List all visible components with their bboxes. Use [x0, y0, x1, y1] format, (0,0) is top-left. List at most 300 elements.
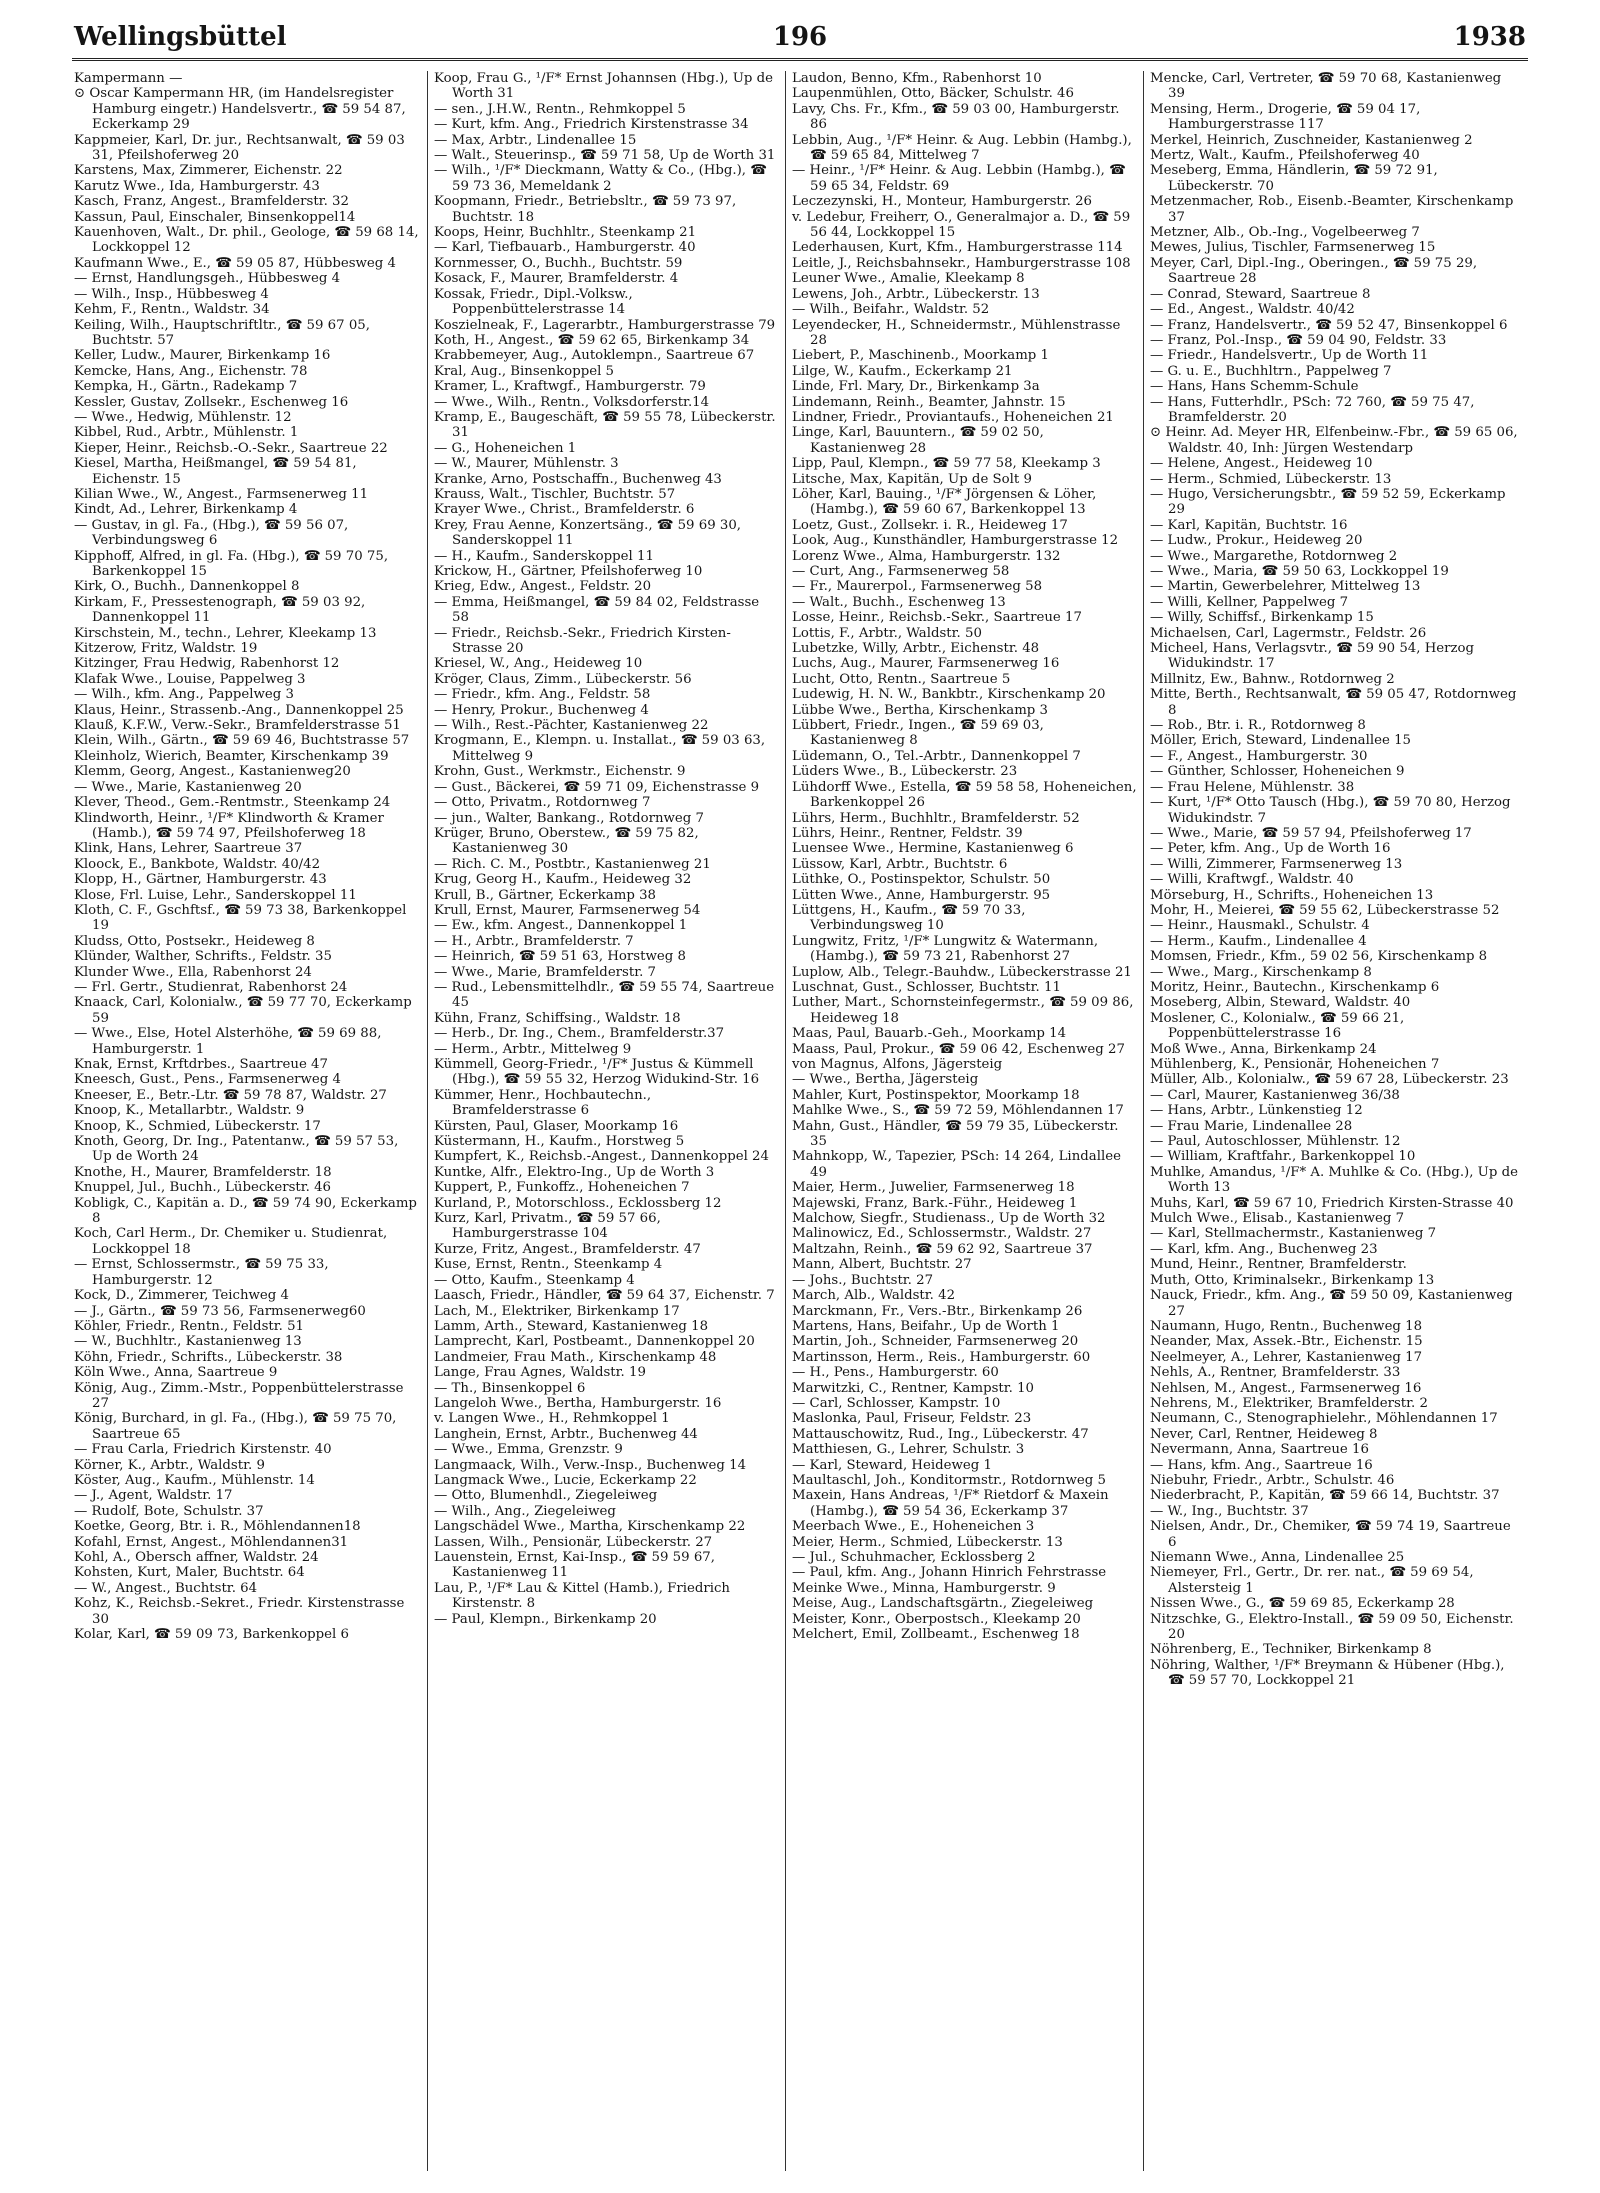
directory-entry: — Wilh., ¹/F* Dieckmann, Watty & Co., (Hbg.), ☎ 59 73 36, Memeldank 2 — [434, 163, 767, 194]
directory-entry: — Heinrich, ☎ 59 51 63, Horstweg 8 — [434, 949, 686, 965]
directory-entry: Karutz Wwe., Ida, Hamburgerstr. 43 — [74, 178, 320, 194]
directory-entry: Lubetzke, Willy, Arbtr., Eichenstr. 48 — [792, 641, 1040, 657]
directory-entry: Mann, Albert, Buchtstr. 27 — [792, 1257, 972, 1273]
directory-entry: — Hugo, Versicherungsbtr., ☎ 59 52 59, Eckerkamp 29 — [1150, 486, 1506, 518]
directory-entry: — Jul., Schuhmacher, Ecklossberg 2 — [792, 1550, 1036, 1565]
directory-entry: Kaufmann Wwe., E., ☎ 59 05 87, Hübbesweg 4 — [74, 255, 397, 271]
directory-entry: Lottis, F., Arbtr., Waldstr. 50 — [792, 625, 982, 641]
directory-entry: — Wwe., Emma, Grenzstr. 9 — [434, 1442, 623, 1458]
directory-entry: Kriesel, W., Ang., Heideweg 10 — [434, 656, 643, 672]
directory-entry: — Hans, Hans Schemm-Schule — [1150, 379, 1359, 395]
directory-entry: — Ludw., Prokur., Heideweg 20 — [1150, 533, 1363, 549]
directory-entry: Lüssow, Karl, Arbtr., Buchtstr. 6 — [792, 856, 1008, 872]
directory-entry: — jun., Walter, Bankang., Rotdornweg 7 — [434, 810, 704, 826]
directory-entry: Klafak Wwe., Louise, Pappelweg 3 — [74, 671, 306, 687]
directory-entry: Koopmann, Friedr., Betriebsltr., ☎ 59 73 97, Buchtstr. 18 — [434, 194, 737, 225]
directory-entry: Krickow, H., Gärtner, Pfeilshoferweg 10 — [434, 564, 703, 579]
directory-entry: — Günther, Schlosser, Hoheneichen 9 — [1150, 764, 1405, 780]
directory-entry: Meseberg, Emma, Händlerin, ☎ 59 72 91, Lübeckerstr. 70 — [1150, 163, 1438, 194]
directory-entry: Lamprecht, Karl, Postbeamt., Dannenkoppel 20 — [434, 1334, 755, 1350]
directory-entry: Kauenhoven, Walt., Dr. phil., Geologe, ☎ 59 68 14, Lockkoppel 12 — [74, 225, 419, 256]
directory-entry: Michaelsen, Carl, Lagermstr., Feldstr. 26 — [1150, 625, 1427, 641]
directory-entry: Kirschstein, M., techn., Lehrer, Kleekamp 13 — [74, 625, 377, 641]
directory-entry: Loetz, Gust., Zollsekr. i. R., Heideweg 17 — [792, 517, 1068, 533]
directory-entry: Neander, Max, Assek.-Btr., Eichenstr. 15 — [1150, 1334, 1423, 1350]
directory-entry: — Wwe., Marie, Bramfelderstr. 7 — [434, 964, 657, 980]
directory-entry: ⊙ Oscar Kampermann HR, (im Handelsregister Hamburg eingetr.) Handelsvertr., ☎ 59 54 87, Eckerkamp 29 — [74, 86, 406, 133]
directory-entry: Maslonka, Paul, Friseur, Feldstr. 23 — [792, 1411, 1032, 1427]
directory-entry: — Wilh., Ang., Ziegeleiweg — [434, 1503, 616, 1519]
directory-entry: Kirkam, F., Pressestenograph, ☎ 59 03 92, Dannenkoppel 11 — [74, 594, 366, 626]
directory-entry: Kibbel, Rud., Arbtr., Mühlenstr. 1 — [74, 425, 299, 441]
directory-entry: Köln Wwe., Anna, Saartreue 9 — [74, 1365, 278, 1381]
directory-entry: Maxein, Hans Andreas, ¹/F* Rietdorf & Maxein (Hambg.), ☎ 59 54 36, Eckerkamp 37 — [792, 1488, 1109, 1519]
directory-entry: Langeloh Wwe., Bertha, Hamburgerstr. 16 — [434, 1395, 722, 1411]
directory-entry: — Herm., Arbtr., Mittelweg 9 — [434, 1041, 632, 1057]
directory-entry: Lewens, Joh., Arbtr., Lübeckerstr. 13 — [792, 286, 1040, 302]
directory-entry: Landmeier, Frau Math., Kirschenkamp 48 — [434, 1349, 717, 1365]
directory-entry: — Fr., Maurerpol., Farmsenerweg 58 — [792, 579, 1043, 595]
directory-entry: — Wwe., Hedwig, Mühlenstr. 12 — [74, 409, 292, 425]
directory-entry: Krull, B., Gärtner, Eckerkamp 38 — [434, 887, 656, 903]
directory-entry: March, Alb., Waldstr. 42 — [792, 1288, 956, 1304]
directory-entry: Merkel, Heinrich, Zuschneider, Kastanienweg 2 — [1150, 132, 1473, 148]
directory-entry: Lüdemann, O., Tel.-Arbtr., Dannenkoppel 7 — [792, 748, 1081, 764]
directory-entry: Klever, Theod., Gem.-Rentmstr., Steenkamp 24 — [74, 795, 391, 811]
directory-entry: Nöhrenberg, E., Techniker, Birkenkamp 8 — [1150, 1642, 1432, 1658]
directory-entry: Lüttgens, H., Kaufm., ☎ 59 70 33, Verbindungsweg 10 — [792, 902, 1026, 934]
directory-entry: Kleinholz, Wierich, Beamter, Kirschenkamp 39 — [74, 748, 389, 764]
directory-entry: Müller, Alb., Kolonialw., ☎ 59 67 28, Lübeckerstr. 23 — [1150, 1072, 1509, 1088]
directory-entry: Maultaschl, Joh., Konditormstr., Rotdornweg 5 — [792, 1472, 1106, 1488]
directory-entry: — W., Maurer, Mühlenstr. 3 — [434, 456, 619, 472]
directory-entry: — Otto, Blumenhdl., Ziegeleiweg — [434, 1488, 658, 1504]
directory-entry: v. Langen Wwe., H., Rehmkoppel 1 — [434, 1411, 670, 1427]
directory-entry: Krug, Georg H., Kaufm., Heideweg 32 — [434, 872, 692, 888]
directory-entry: Kilian Wwe., W., Angest., Farmsenerweg 11 — [74, 486, 369, 502]
directory-entry: Koch, Carl Herm., Dr. Chemiker u. Studienrat, Lockkoppel 18 — [74, 1226, 388, 1257]
directory-entry: — Heinr., Hausmakl., Schulstr. 4 — [1150, 918, 1370, 934]
directory-entry: Look, Aug., Kunsthändler, Hamburgerstrasse 12 — [792, 533, 1119, 549]
directory-entry: Klindworth, Heinr., ¹/F* Klindworth & Kramer (Hamb.), ☎ 59 74 97, Pfeilshoferweg 18 — [74, 810, 384, 841]
directory-entry: Keiling, Wilh., Hauptschriftltr., ☎ 59 67 05, Buchtstr. 57 — [74, 317, 370, 348]
directory-entry: — J., Agent, Waldstr. 17 — [74, 1488, 233, 1504]
directory-entry: — Wwe., Else, Hotel Alsterhöhe, ☎ 59 69 88, Hamburgerstr. 1 — [74, 1026, 382, 1057]
directory-entry: Lamm, Arth., Steward, Kastanienweg 18 — [434, 1318, 709, 1334]
directory-entry: Naumann, Hugo, Rentn., Buchenweg 18 — [1150, 1318, 1423, 1334]
directory-entry: Köhn, Friedr., Schrifts., Lübeckerstr. 38 — [74, 1349, 343, 1365]
directory-entry: Moseberg, Albin, Steward, Waldstr. 40 — [1150, 995, 1411, 1011]
place-name: Wellingsbüttel — [74, 22, 287, 52]
directory-entry: Köhler, Friedr., Rentn., Feldstr. 51 — [74, 1318, 305, 1334]
directory-entry: — Wilh., kfm. Ang., Pappelweg 3 — [74, 687, 294, 703]
directory-entry: Klopp, H., Gärtner, Hamburgerstr. 43 — [74, 872, 327, 888]
directory-entry: Lange, Frau Agnes, Waldstr. 19 — [434, 1365, 646, 1381]
directory-entry: Kümmell, Georg-Friedr., ¹/F* Justus & Kümmell (Hbg.), ☎ 59 55 32, Herzog Widukind-Str. 16 — [434, 1057, 760, 1088]
directory-entry: Kranke, Arno, Postschaffn., Buchenweg 43 — [434, 471, 722, 487]
directory-entry: — Hans, Futterhdlr., PSch: 72 760, ☎ 59 75 47, Bramfelderstr. 20 — [1150, 394, 1475, 425]
directory-entry: Meinke Wwe., Minna, Hamburgerstr. 9 — [792, 1580, 1056, 1596]
directory-entry: Lorenz Wwe., Alma, Hamburgerstr. 132 — [792, 548, 1061, 564]
directory-entry: Mohr, H., Meierei, ☎ 59 55 62, Lübeckerstrasse 52 — [1150, 902, 1500, 918]
directory-entry: Muhlke, Amandus, ¹/F* A. Muhlke & Co. (Hbg.), Up de Worth 13 — [1150, 1164, 1519, 1196]
directory-entry: Martinsson, Herm., Reis., Hamburgerstr. 60 — [792, 1349, 1091, 1365]
directory-entry: Luchs, Aug., Maurer, Farmsenerweg 16 — [792, 656, 1060, 672]
directory-entry: Luschnat, Gust., Schlosser, Buchtstr. 11 — [792, 979, 1061, 995]
directory-entry: — Friedr., Reichsb.-Sekr., Friedrich Kirsten-Strasse 20 — [434, 625, 731, 657]
directory-entry: Karstens, Max, Zimmerer, Eichenstr. 22 — [74, 163, 343, 179]
directory-columns — [72, 71, 1528, 2171]
directory-entry: Lach, M., Elektriker, Birkenkamp 17 — [434, 1303, 680, 1319]
directory-entry: Moslener, C., Kolonialw., ☎ 59 66 21, Poppenbüttelerstrasse 16 — [1150, 1010, 1405, 1042]
directory-entry: Kobligk, C., Kapitän a. D., ☎ 59 74 90, Eckerkamp 8 — [74, 1195, 417, 1227]
directory-entry: Maas, Paul, Bauarb.-Geh., Moorkamp 14 — [792, 1026, 1067, 1042]
directory-entry: Meyer, Carl, Dipl.-Ing., Oberingen., ☎ 59 75 29, Saartreue 28 — [1150, 255, 1478, 287]
directory-entry: — Ernst, Handlungsgeh., Hübbesweg 4 — [74, 271, 341, 287]
directory-entry: Niederbracht, P., Kapitän, ☎ 59 66 14, Buchtstr. 37 — [1150, 1488, 1500, 1504]
directory-entry: — Wwe., Bertha, Jägersteig — [792, 1072, 979, 1088]
directory-entry: Mewes, Julius, Tischler, Farmsenerweg 15 — [1150, 240, 1436, 256]
directory-entry: — Johs., Buchtstr. 27 — [792, 1272, 934, 1288]
directory-entry: Kofahl, Ernst, Angest., Möhlendannen31 — [74, 1534, 349, 1550]
directory-entry: — Friedr., kfm. Ang., Feldstr. 58 — [434, 687, 651, 703]
directory-entry: Lüthke, O., Postinspektor, Schulstr. 50 — [792, 872, 1051, 888]
directory-entry: — Karl, Tiefbauarb., Hamburgerstr. 40 — [434, 240, 696, 256]
directory-entry: Laudon, Benno, Kfm., Rabenhorst 10 — [792, 71, 1042, 86]
directory-entry: Nauck, Friedr., kfm. Ang., ☎ 59 50 09, Kastanienweg 27 — [1150, 1288, 1513, 1319]
directory-entry: Kassun, Paul, Einschaler, Binsenkoppel14 — [74, 209, 356, 225]
directory-entry: Marwitzki, C., Rentner, Kampstr. 10 — [792, 1380, 1035, 1396]
directory-entry: König, Aug., Zimm.-Mstr., Poppenbüttelerstrasse 27 — [74, 1380, 404, 1411]
directory-entry: Malchow, Siegfr., Studienass., Up de Worth 32 — [792, 1211, 1106, 1227]
directory-entry: — Heinr., ¹/F* Heinr. & Aug. Lebbin (Hambg.), ☎ 59 65 34, Feldstr. 69 — [792, 163, 1126, 194]
directory-entry: Laasch, Friedr., Händler, ☎ 59 64 37, Eichenstr. 7 — [434, 1288, 775, 1304]
directory-entry: — Herm., Kaufm., Lindenallee 4 — [1150, 933, 1367, 949]
directory-entry: Kral, Aug., Binsenkoppel 5 — [434, 363, 615, 379]
directory-entry: Körner, K., Arbtr., Waldstr. 9 — [74, 1457, 265, 1473]
directory-entry: Knoop, K., Metallarbtr., Waldstr. 9 — [74, 1103, 305, 1119]
directory-entry: — Emma, Heißmangel, ☎ 59 84 02, Feldstrasse 58 — [434, 594, 760, 626]
directory-entry: Nevermann, Anna, Saartreue 16 — [1150, 1442, 1369, 1458]
directory-entry: Lebbin, Aug., ¹/F* Heinr. & Aug. Lebbin (Hambg.), ☎ 59 65 84, Mittelweg 7 — [792, 132, 1132, 164]
directory-entry: Klunder Wwe., Ella, Rabenhorst 24 — [74, 964, 312, 980]
directory-entry: Ludewig, H. N. W., Bankbtr., Kirschenkamp 20 — [792, 687, 1106, 703]
column-4 — [1143, 71, 1528, 2171]
directory-entry: Never, Carl, Rentner, Heideweg 8 — [1150, 1426, 1378, 1442]
directory-entry: Meier, Herm., Schmied, Lübeckerstr. 13 — [792, 1534, 1063, 1550]
directory-entry: Langschädel Wwe., Martha, Kirschenkamp 22 — [434, 1519, 746, 1535]
directory-entry: Leuner Wwe., Amalie, Kleekamp 8 — [792, 271, 1025, 287]
directory-entry: — Wilh., Beifahr., Waldstr. 52 — [792, 302, 990, 318]
directory-entry: Linde, Frl. Mary, Dr., Birkenkamp 3a — [792, 379, 1040, 395]
page-number: 196 — [772, 22, 828, 52]
directory-entry: Mensing, Herm., Drogerie, ☎ 59 04 17, Hamburgerstrasse 117 — [1150, 101, 1421, 133]
directory-entry: Lipp, Paul, Klempn., ☎ 59 77 58, Kleekamp 3 — [792, 456, 1101, 472]
directory-entry: Nehrens, M., Elektriker, Bramfelderstr. 2 — [1150, 1395, 1428, 1411]
year: 1938 — [1453, 22, 1526, 52]
directory-entry: Krayer Wwe., Christ., Bramfelderstr. 6 — [434, 502, 695, 518]
directory-entry: Lührs, Heinr., Rentner, Feldstr. 39 — [792, 825, 1023, 841]
directory-entry: — Hans, kfm. Ang., Saartreue 16 — [1150, 1457, 1373, 1473]
directory-entry: Knak, Ernst, Krftdrbes., Saartreue 47 — [74, 1057, 328, 1072]
directory-entry: Kuse, Ernst, Rentn., Steenkamp 4 — [434, 1257, 663, 1273]
directory-entry: Mahler, Kurt, Postinspektor, Moorkamp 18 — [792, 1087, 1080, 1103]
directory-entry: Lavy, Chs. Fr., Kfm., ☎ 59 03 00, Hamburgerstr. 86 — [792, 101, 1120, 133]
directory-entry: Meerbach Wwe., E., Hoheneichen 3 — [792, 1519, 1035, 1535]
directory-entry: — Wwe., Marg., Kirschenkamp 8 — [1150, 964, 1372, 980]
directory-entry: Kock, D., Zimmerer, Teichweg 4 — [74, 1288, 289, 1304]
directory-entry: Martin, Joh., Schneider, Farmsenerweg 20 — [792, 1334, 1079, 1350]
directory-entry: Lungwitz, Fritz, ¹/F* Lungwitz & Watermann, (Hambg.), ☎ 59 73 21, Rabenhorst 27 — [792, 933, 1099, 965]
directory-entry: Krieg, Edw., Angest., Feldstr. 20 — [434, 579, 652, 595]
directory-entry: Mencke, Carl, Vertreter, ☎ 59 70 68, Kastanienweg 39 — [1150, 71, 1502, 102]
directory-entry: Mattauschowitz, Rud., Ing., Lübeckerstr. 47 — [792, 1426, 1089, 1442]
directory-entry: — Conrad, Steward, Saartreue 8 — [1150, 286, 1371, 302]
directory-entry: König, Burchard, in gl. Fa., (Hbg.), ☎ 59 75 70, Saartreue 65 — [74, 1411, 397, 1442]
directory-entry: Krüger, Bruno, Oberstew., ☎ 59 75 82, Kastanienweg 30 — [434, 825, 699, 857]
directory-entry: Momsen, Friedr., Kfm., 59 02 56, Kirschenkamp 8 — [1150, 949, 1488, 965]
directory-entry: Muth, Otto, Kriminalsekr., Birkenkamp 13 — [1150, 1272, 1435, 1288]
directory-entry: Krull, Ernst, Maurer, Farmsenerweg 54 — [434, 902, 701, 918]
directory-entry: Kitzinger, Frau Hedwig, Rabenhorst 12 — [74, 656, 340, 672]
directory-entry: Metzenmacher, Rob., Eisenb.-Beamter, Kirschenkamp 37 — [1150, 194, 1514, 225]
directory-entry: — Wwe., Margarethe, Rotdornweg 2 — [1150, 548, 1398, 564]
directory-entry: — Herb., Dr. Ing., Chem., Bramfelderstr.37 — [434, 1026, 725, 1042]
directory-entry: Knuppel, Jul., Buchh., Lübeckerstr. 46 — [74, 1180, 332, 1196]
directory-entry: Nielsen, Andr., Dr., Chemiker, ☎ 59 74 19, Saartreue 6 — [1150, 1519, 1511, 1550]
directory-entry: — William, Kraftfahr., Barkenkoppel 10 — [1150, 1149, 1416, 1165]
directory-entry: Klein, Wilh., Gärtn., ☎ 59 69 46, Buchtstrasse 57 — [74, 733, 410, 749]
directory-entry: — Frau Marie, Lindenallee 28 — [1150, 1118, 1353, 1134]
directory-entry: — Karl, kfm. Ang., Buchenweg 23 — [1150, 1241, 1378, 1257]
directory-entry: Koszielneak, F., Lagerarbtr., Hamburgerstrasse 79 — [434, 317, 776, 333]
directory-entry: — Karl, Steward, Heideweg 1 — [792, 1457, 992, 1473]
column-3 — [785, 71, 1143, 2171]
directory-entry: — sen., J.H.W., Rentn., Rehmkoppel 5 — [434, 101, 686, 117]
directory-entry: — H., Kaufm., Sanderskoppel 11 — [434, 548, 654, 564]
directory-entry: v. Ledebur, Freiherr, O., Generalmajor a. D., ☎ 59 56 44, Lockkoppel 15 — [792, 209, 1131, 241]
directory-entry: Niemeyer, Frl., Gertr., Dr. rer. nat., ☎ 59 69 54, Alstersteig 1 — [1150, 1565, 1474, 1596]
directory-entry: Langmaack, Wilh., Verw.-Insp., Buchenweg 14 — [434, 1457, 747, 1473]
directory-entry: Klauß, K.F.W., Verw.-Sekr., Bramfelderstrasse 51 — [74, 718, 401, 734]
directory-entry: — Henry, Prokur., Buchenweg 4 — [434, 702, 649, 718]
directory-entry: Klose, Frl. Luise, Lehr., Sanderskoppel 11 — [74, 887, 357, 903]
directory-entry: — Paul, kfm. Ang., Johann Hinrich Fehrstrasse — [792, 1565, 1107, 1581]
directory-entry: Lucht, Otto, Rentn., Saartreue 5 — [792, 671, 1011, 687]
directory-entry: Maass, Paul, Prokur., ☎ 59 06 42, Eschenweg 27 — [792, 1041, 1125, 1057]
directory-entry: Kühn, Franz, Schiffsing., Waldstr. 18 — [434, 1010, 681, 1026]
directory-entry: Marckmann, Fr., Vers.-Btr., Birkenkamp 26 — [792, 1303, 1083, 1319]
directory-entry: Kieper, Heinr., Reichsb.-O.-Sekr., Saartreue 22 — [74, 440, 388, 456]
directory-entry: Matthiesen, G., Lehrer, Schulstr. 3 — [792, 1442, 1025, 1458]
directory-entry: Lau, P., ¹/F* Lau & Kittel (Hamb.), Friedrich Kirstenstr. 8 — [434, 1580, 730, 1612]
directory-entry: — Rudolf, Bote, Schulstr. 37 — [74, 1503, 264, 1519]
directory-entry: Knoth, Georg, Dr. Ing., Patentanw., ☎ 59 57 53, Up de Worth 24 — [74, 1134, 399, 1165]
directory-entry: Lauenstein, Ernst, Kai-Insp., ☎ 59 59 67, Kastanienweg 11 — [434, 1550, 715, 1581]
directory-entry: Kampermann — — [74, 71, 183, 86]
directory-entry: Keller, Ludw., Maurer, Birkenkamp 16 — [74, 348, 331, 364]
directory-entry: — Curt, Ang., Farmsenerweg 58 — [792, 564, 1010, 579]
directory-entry: Lühdorff Wwe., Estella, ☎ 59 58 58, Hoheneichen, Barkenkoppel 26 — [792, 779, 1137, 811]
directory-entry: Kessler, Gustav, Zollsekr., Eschenweg 16 — [74, 394, 349, 410]
directory-entry: Knoop, K., Schmied, Lübeckerstr. 17 — [74, 1118, 321, 1134]
directory-entry: — W., Buchhltr., Kastanienweg 13 — [74, 1334, 302, 1350]
directory-entry: — Paul, Autoschlosser, Mühlenstr. 12 — [1150, 1134, 1401, 1150]
directory-entry: Leczezynski, H., Monteur, Hamburgerstr. 26 — [792, 194, 1093, 210]
directory-entry: Kurland, P., Motorschloss., Ecklossberg 12 — [434, 1195, 722, 1211]
directory-entry: Langhein, Ernst, Arbtr., Buchenweg 44 — [434, 1426, 698, 1442]
page-header — [72, 18, 1528, 61]
directory-entry: Mertz, Walt., Kaufm., Pfeilshoferweg 40 — [1150, 148, 1420, 164]
directory-entry: — Walt., Steuerinsp., ☎ 59 71 58, Up de Worth 31 — [434, 148, 776, 164]
directory-entry: Kümmer, Henr., Hochbautechn., Bramfelderstrasse 6 — [434, 1087, 652, 1119]
directory-entry: — G., Hoheneichen 1 — [434, 440, 577, 456]
directory-entry: — Kurt, ¹/F* Otto Tausch (Hbg.), ☎ 59 70 80, Herzog Widukindstr. 7 — [1150, 795, 1511, 826]
directory-entry: von Magnus, Alfons, Jägersteig — [792, 1057, 1003, 1072]
directory-entry: Majewski, Franz, Bark.-Führ., Heideweg 1 — [792, 1195, 1078, 1211]
directory-entry: — W., Angest., Buchtstr. 64 — [74, 1580, 258, 1596]
directory-entry: Nehlsen, M., Angest., Farmsenerweg 16 — [1150, 1380, 1422, 1396]
directory-entry: Köster, Aug., Kaufm., Mühlenstr. 14 — [74, 1472, 315, 1488]
directory-entry: Kosack, F., Maurer, Bramfelderstr. 4 — [434, 271, 679, 287]
directory-entry: Koth, H., Angest., ☎ 59 62 65, Birkenkamp 34 — [434, 332, 750, 348]
directory-entry: Mühlenberg, K., Pensionär, Hoheneichen 7 — [1150, 1057, 1440, 1072]
directory-entry: — Herm., Schmied, Lübeckerstr. 13 — [1150, 471, 1392, 487]
directory-entry: Koops, Heinr, Buchhltr., Steenkamp 21 — [434, 225, 697, 241]
directory-entry: Mahnkopp, W., Tapezier, PSch: 14 264, Lindallee 49 — [792, 1149, 1121, 1180]
directory-entry: Nitzschke, G., Elektro-Install., ☎ 59 09 50, Eichenstr. 20 — [1150, 1611, 1514, 1643]
directory-entry: Lübbe Wwe., Bertha, Kirschenkamp 3 — [792, 702, 1048, 718]
directory-entry: — Wwe., Wilh., Rentn., Volksdorferstr.14 — [434, 394, 710, 410]
directory-entry: Luplow, Alb., Telegr.-Bauhdw., Lübeckerstrasse 21 — [792, 964, 1132, 980]
directory-entry: Kloth, C. F., Gschftsf., ☎ 59 73 38, Barkenkoppel 19 — [74, 902, 407, 934]
directory-entry: — Helene, Angest., Heideweg 10 — [1150, 456, 1373, 472]
directory-entry: Mulch Wwe., Elisab., Kastanienweg 7 — [1150, 1211, 1405, 1227]
directory-entry: Liebert, P., Maschinenb., Moorkamp 1 — [792, 348, 1050, 364]
directory-entry: Krohn, Gust., Werkmstr., Eichenstr. 9 — [434, 764, 686, 780]
directory-entry: Mörseburg, H., Schrifts., Hoheneichen 13 — [1150, 887, 1434, 903]
directory-entry: Leyendecker, H., Schneidermstr., Mühlenstrasse 28 — [792, 317, 1121, 348]
directory-entry: Koop, Frau G., ¹/F* Ernst Johannsen (Hbg.), Up de Worth 31 — [434, 71, 774, 102]
directory-entry: Lüders Wwe., B., Lübeckerstr. 23 — [792, 764, 1018, 780]
directory-entry: Klink, Hans, Lehrer, Saartreue 37 — [74, 841, 303, 857]
directory-entry: — Th., Binsenkoppel 6 — [434, 1380, 586, 1396]
directory-entry: Mahlke Wwe., S., ☎ 59 72 59, Möhlendannen 17 — [792, 1103, 1124, 1119]
directory-entry: Knaack, Carl, Kolonialw., ☎ 59 77 70, Eckerkamp 59 — [74, 995, 412, 1026]
directory-entry: — Willi, Kraftwgf., Waldstr. 40 — [1150, 872, 1354, 888]
directory-entry: — Wilh., Rest.-Pächter, Kastanienweg 22 — [434, 718, 709, 734]
directory-entry: Kappmeier, Karl, Dr. jur., Rechtsanwalt, ☎ 59 03 31, Pfeilshoferweg 20 — [74, 132, 405, 164]
directory-entry: Kumpfert, K., Reichsb.-Angest., Dannenkoppel 24 — [434, 1149, 769, 1165]
directory-entry: Klünder, Walther, Schrifts., Feldstr. 35 — [74, 949, 332, 965]
directory-entry: — Karl, Stellmachermstr., Kastanienweg 7 — [1150, 1226, 1437, 1242]
directory-entry: Kloock, E., Bankbote, Waldstr. 40/42 — [74, 856, 321, 872]
directory-entry: — H., Arbtr., Bramfelderstr. 7 — [434, 933, 634, 949]
directory-entry: Lederhausen, Kurt, Kfm., Hamburgerstrasse 114 — [792, 240, 1123, 256]
directory-entry: Kasch, Franz, Angest., Bramfelderstr. 32 — [74, 194, 349, 210]
directory-entry: Neelmeyer, A., Lehrer, Kastanienweg 17 — [1150, 1349, 1423, 1365]
directory-entry: Kipphoff, Alfred, in gl. Fa. (Hbg.), ☎ 59 70 75, Barkenkoppel 15 — [74, 548, 389, 579]
directory-entry: Kuntke, Alfr., Elektro-Ing., Up de Worth 3 — [434, 1164, 715, 1180]
directory-entry: Kramer, L., Kraftwgf., Hamburgerstr. 79 — [434, 379, 706, 395]
directory-entry: Moß Wwe., Anna, Birkenkamp 24 — [1150, 1041, 1377, 1057]
directory-entry: — Frl. Gertr., Studienrat, Rabenhorst 24 — [74, 979, 348, 995]
directory-entry: Löher, Karl, Bauing., ¹/F* Jörgensen & Löher, (Hambg.), ☎ 59 60 67, Barkenkoppel 13 — [792, 486, 1097, 518]
directory-entry: Kohz, K., Reichsb.-Sekret., Friedr. Kirstenstrasse 30 — [74, 1596, 405, 1627]
directory-entry: Lilge, W., Kaufm., Eckerkamp 21 — [792, 363, 1013, 379]
directory-entry: — Franz, Handelsvertr., ☎ 59 52 47, Binsenkoppel 6 — [1150, 317, 1508, 333]
directory-entry: Kiesel, Martha, Heißmangel, ☎ 59 54 81, Eichenstr. 15 — [74, 456, 357, 487]
directory-entry: Küstermann, H., Kaufm., Horstweg 5 — [434, 1134, 685, 1150]
directory-entry: Linge, Karl, Bauuntern., ☎ 59 02 50, Kastanienweg 28 — [792, 425, 1044, 456]
directory-entry: — Wilh., Insp., Hübbesweg 4 — [74, 286, 269, 302]
directory-entry: — J., Gärtn., ☎ 59 73 56, Farmsenerweg60 — [74, 1303, 366, 1319]
directory-entry: Kossak, Friedr., Dipl.-Volksw., Poppenbüttelerstrasse 14 — [434, 286, 633, 318]
directory-entry: — Otto, Kaufm., Steenkamp 4 — [434, 1272, 635, 1288]
directory-entry: Kürsten, Paul, Glaser, Moorkamp 16 — [434, 1118, 679, 1134]
directory-entry: — Kurt, kfm. Ang., Friedrich Kirstenstrasse 34 — [434, 117, 749, 133]
directory-entry: Kuppert, P., Funkoffz., Hoheneichen 7 — [434, 1180, 690, 1196]
directory-entry: — Ed., Angest., Waldstr. 40/42 — [1150, 302, 1355, 318]
directory-entry: — Wwe., Marie, ☎ 59 57 94, Pfeilshoferweg 17 — [1150, 825, 1472, 841]
directory-entry: ⊙ Heinr. Ad. Meyer HR, Elfenbeinw.-Fbr., ☎ 59 65 06, Waldstr. 40, Inh: Jürgen Westendarp — [1150, 425, 1518, 456]
directory-entry: Kurz, Karl, Privatm., ☎ 59 57 66, Hamburgerstrasse 104 — [434, 1211, 661, 1242]
directory-entry: Langmack Wwe., Lucie, Eckerkamp 22 — [434, 1472, 697, 1488]
directory-entry: — Paul, Klempn., Birkenkamp 20 — [434, 1611, 657, 1627]
directory-entry: Maier, Herm., Juwelier, Farmsenerweg 18 — [792, 1180, 1075, 1196]
directory-entry: Mund, Heinr., Rentner, Bramfelderstr. — [1150, 1257, 1407, 1273]
directory-entry: Koetke, Georg, Btr. i. R., Möhlendannen18 — [74, 1519, 361, 1535]
directory-entry: Niebuhr, Friedr., Arbtr., Schulstr. 46 — [1150, 1472, 1395, 1488]
directory-entry: Lindner, Friedr., Proviantaufs., Hoheneichen 21 — [792, 409, 1114, 425]
directory-entry: Leitle, J., Reichsbahnsekr., Hamburgerstrasse 108 — [792, 255, 1131, 271]
directory-entry: Moritz, Heinr., Bautechn., Kirschenkamp 6 — [1150, 979, 1440, 995]
directory-entry: Knothe, H., Maurer, Bramfelderstr. 18 — [74, 1164, 332, 1180]
directory-entry: Kurze, Fritz, Angest., Bramfelderstr. 47 — [434, 1241, 701, 1257]
directory-entry: — Wwe., Maria, ☎ 59 50 63, Lockkoppel 19 — [1150, 564, 1449, 579]
directory-entry: Kindt, Ad., Lehrer, Birkenkamp 4 — [74, 502, 298, 518]
directory-entry: — Frau Carla, Friedrich Kirstenstr. 40 — [74, 1442, 332, 1458]
directory-entry: — Willi, Zimmerer, Farmsenerweg 13 — [1150, 856, 1403, 872]
directory-entry: — Max, Arbtr., Lindenallee 15 — [434, 132, 637, 148]
directory-entry: Kneesch, Gust., Pens., Farmsenerweg 4 — [74, 1072, 341, 1088]
directory-entry: — Willi, Kellner, Pappelweg 7 — [1150, 594, 1349, 610]
directory-entry: Kohl, A., Obersch affner, Waldstr. 24 — [74, 1550, 319, 1565]
directory-entry: — Hans, Arbtr., Lünkenstieg 12 — [1150, 1103, 1363, 1119]
column-1 — [72, 71, 427, 2171]
directory-entry: — Frau Helene, Mühlenstr. 38 — [1150, 779, 1355, 795]
directory-entry: Meister, Konr., Oberpostsch., Kleekamp 20 — [792, 1611, 1081, 1627]
directory-entry: Kitzerow, Fritz, Waldstr. 19 — [74, 641, 258, 657]
directory-entry: Losse, Heinr., Reichsb.-Sekr., Saartreue 17 — [792, 610, 1082, 626]
directory-entry: Lührs, Herm., Buchhltr., Bramfelderstr. 52 — [792, 810, 1080, 826]
directory-entry: Muhs, Karl, ☎ 59 67 10, Friedrich Kirsten-Strasse 40 — [1150, 1195, 1514, 1211]
directory-entry: Kornmesser, O., Buchh., Buchtstr. 59 — [434, 255, 683, 271]
directory-entry: — Gust., Bäckerei, ☎ 59 71 09, Eichenstrasse 9 — [434, 779, 760, 795]
directory-entry: — Gustav, in gl. Fa., (Hbg.), ☎ 59 56 07, Verbindungsweg 6 — [74, 517, 349, 549]
directory-entry: Lassen, Wilh., Pensionär, Lübeckerstr. 27 — [434, 1534, 713, 1550]
directory-entry: — Carl, Maurer, Kastanienweg 36/38 — [1150, 1087, 1400, 1103]
directory-entry: — Ernst, Schlossermstr., ☎ 59 75 33, Hamburgerstr. 12 — [74, 1257, 329, 1288]
directory-entry: Krogmann, E., Klempn. u. Installat., ☎ 59 03 63, Mittelweg 9 — [434, 733, 766, 764]
directory-entry: Laupenmühlen, Otto, Bäcker, Schulstr. 46 — [792, 86, 1074, 102]
directory-entry: — W., Ing., Buchtstr. 37 — [1150, 1503, 1309, 1519]
directory-entry: Neumann, C., Stenographielehr., Möhlendannen 17 — [1150, 1411, 1498, 1427]
directory-entry: Klemm, Georg, Angest., Kastanienweg20 — [74, 764, 351, 780]
directory-entry: Melchert, Emil, Zollbeamt., Eschenweg 18 — [792, 1627, 1080, 1643]
directory-entry: — Ew., kfm. Angest., Dannenkoppel 1 — [434, 918, 688, 934]
directory-entry: — Willy, Schiffsf., Birkenkamp 15 — [1150, 610, 1374, 626]
